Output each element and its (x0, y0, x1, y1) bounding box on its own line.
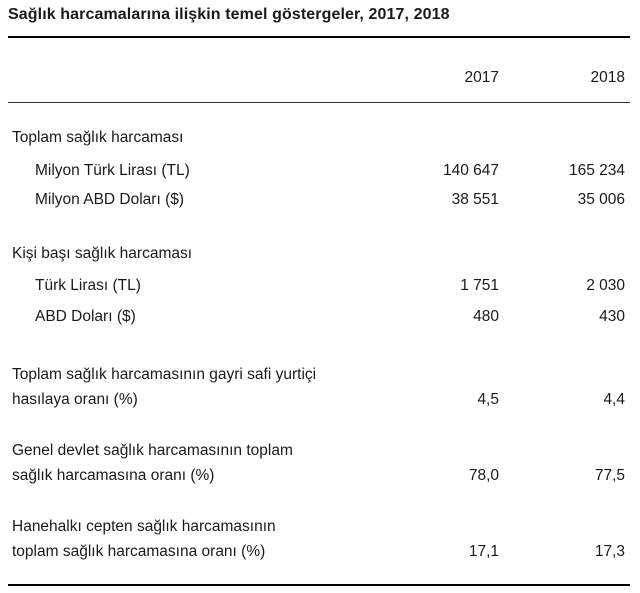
row-value-2018: 430 (599, 308, 625, 325)
row-value-2018: 35 006 (577, 191, 625, 208)
row-value-2018: 2 030 (586, 277, 625, 294)
section-label-household-ratio: Hanehalkı cepten sağlık harcamasının (12, 518, 276, 535)
section-label-gdp-ratio: Toplam sağlık harcamasının gayri safi yurtiçi (12, 366, 317, 383)
row-value-2017: 140 647 (442, 162, 499, 179)
row-label: ABD Doları ($) (35, 308, 136, 325)
row-value-2017: 38 551 (451, 191, 499, 208)
row-value-2017: 17,1 (468, 543, 499, 560)
row-label: Türk Lirası (TL) (35, 277, 141, 294)
row-value-2018: 165 234 (568, 162, 625, 179)
section-label-gdp-ratio-cont: hasılaya oranı (%) (12, 391, 138, 408)
table-title: Sağlık harcamalarına ilişkin temel göstergeler, 2017, 2018 (8, 6, 450, 23)
row-value-2017: 1 751 (460, 277, 499, 294)
row-value-2017: 4,5 (477, 391, 499, 408)
section-label-per-capita: Kişi başı sağlık harcaması (12, 245, 193, 262)
row-value-2018: 17,3 (594, 543, 625, 560)
row-value-2018: 4,4 (603, 391, 625, 408)
row-label: Milyon Türk Lirası (TL) (35, 162, 190, 179)
row-value-2018: 77,5 (594, 467, 625, 484)
section-label-gov-ratio-cont: sağlık harcamasına oranı (%) (12, 467, 215, 484)
row-value-2017: 480 (473, 308, 499, 325)
col-header-2017: 2017 (464, 69, 499, 86)
section-label-household-ratio-cont: toplam sağlık harcamasına oranı (%) (12, 543, 266, 560)
bottom-rule (8, 584, 630, 586)
header-rule (8, 102, 630, 103)
section-label-gov-ratio: Genel devlet sağlık harcamasının toplam (12, 442, 293, 459)
col-header-2018: 2018 (590, 69, 625, 86)
section-label-total: Toplam sağlık harcaması (12, 129, 184, 146)
top-rule (8, 36, 630, 38)
row-value-2017: 78,0 (468, 467, 499, 484)
row-label: Milyon ABD Doları ($) (35, 191, 185, 208)
